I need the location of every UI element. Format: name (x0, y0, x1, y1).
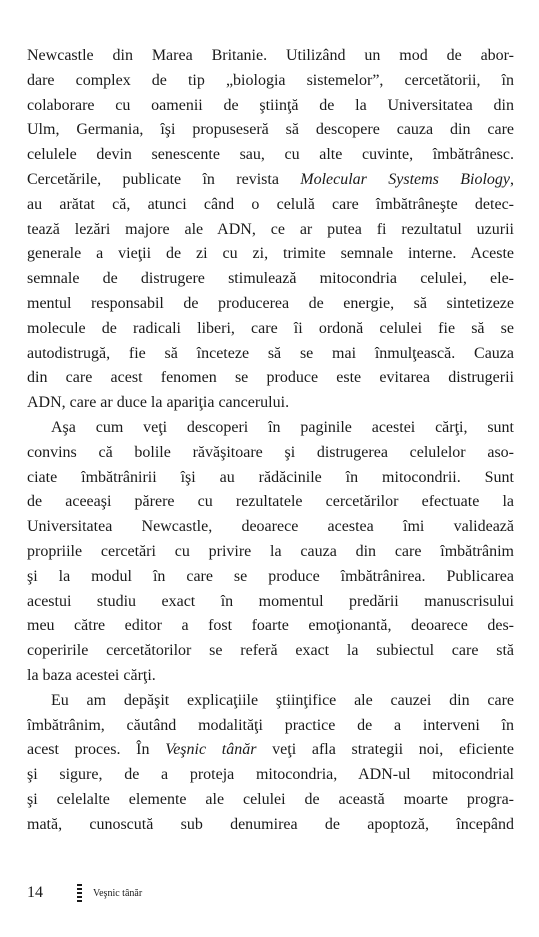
text-line: din care acest fenomen se produce este evitarea distrugerii (27, 369, 514, 387)
text-line: celulele devin senescente sau, cu alte cuvinte, îmbătrânesc. (27, 146, 514, 164)
text-line: ADN, care ar duce la apariţia cancerului. (27, 394, 290, 412)
paragraph (27, 416, 514, 689)
page-footer (27, 878, 142, 908)
text-line: convins că bolile răvăşitoare şi distrugerea celulelor aso- (27, 443, 514, 461)
text-line: şi sigure, de a proteja mitocondria, ADN-ul mitocondrial (27, 766, 514, 784)
body-text (27, 44, 514, 838)
text-line: la baza acestei cărţi. (27, 666, 156, 684)
text-line: autodistrugă, fie să înceteze să se mai înmulţească. Cauza (27, 344, 514, 362)
text-line: propriile cercetări cu privire la cauza din care îmbătrânim (27, 542, 514, 560)
text-line: coperirile cercetătorilor se referă exact la subiectul care stă (27, 642, 514, 660)
paragraph (27, 44, 514, 416)
running-title: Veşnic tânăr (93, 887, 143, 899)
italic-title: Molecular Systems Biology (300, 170, 510, 188)
text-line: molecule de radicali liberi, care îi ordonă celulei fie să se (27, 319, 514, 337)
text-line: tează lezări majore ale ADN, ce ar putea fi rezultatul uzurii (27, 220, 514, 238)
page-number: 14 (27, 884, 43, 901)
text-line: generale a vieţii de zi cu zi, trimite semnale interne. Aceste (27, 245, 514, 263)
text-line: mată, cunoscută sub denumirea de apoptoză, începând (27, 815, 514, 833)
text-line: Newcastle din Marea Britanie. Utilizând un mod de abor- (27, 47, 514, 64)
text-line-journal: Cercetările, publicate în revista Molecular Systems Biology, (27, 170, 514, 188)
text-line: colaborare cu oamenii de ştiinţă de la Universitatea din (27, 96, 514, 114)
italic-title: Veşnic tânăr (165, 741, 257, 759)
footer-ornament-icon (77, 884, 83, 902)
text-line: Eu am depăşit explicaţiile ştiinţifice ale cauzei din care (51, 691, 514, 709)
text-line: semnale de distrugere stimulează mitocondria celulei, ele- (27, 270, 514, 288)
text-line: Universitatea Newcastle, deoarece acestea îmi validează (27, 518, 514, 536)
text-line: au arătat că, atunci când o celulă care îmbătrâneşte detec- (27, 195, 514, 213)
text-line: dare complex de tip „biologia sistemelor”, cercetătorii, în (27, 71, 514, 89)
text-line: şi la modul în care se produce îmbătrânirea. Publicarea (27, 567, 514, 585)
text-line: îmbătrânim, căutând modalităţi practice de a interveni în (27, 716, 514, 734)
text-line: Ulm, Germania, îşi propuseseră să descopere cauza din care (27, 121, 514, 139)
text-line-book-title: acest proces. În Veşnic tânăr veţi afla strategii noi, eficiente (27, 741, 514, 759)
paragraph (27, 689, 514, 838)
text-line: de aceeaşi părere cu rezultatele cercetărilor efectuate la (27, 493, 514, 511)
text-line: acestui studiu exact în momentul predării manuscrisului (27, 592, 514, 610)
text-line: ciate îmbătrânirii îşi au rădăcinile în mitocondrii. Sunt (27, 468, 514, 486)
text-line: Aşa cum veţi descoperi în paginile acestei cărţi, sunt (51, 418, 514, 436)
text-line: meu către editor a fost foarte emoţionantă, deoarece des- (27, 617, 514, 635)
text-line: şi celelalte elemente ale celulei de această moarte progra- (27, 790, 514, 808)
text-line: mentul responsabil de producerea de energie, să sintetizeze (27, 294, 514, 312)
